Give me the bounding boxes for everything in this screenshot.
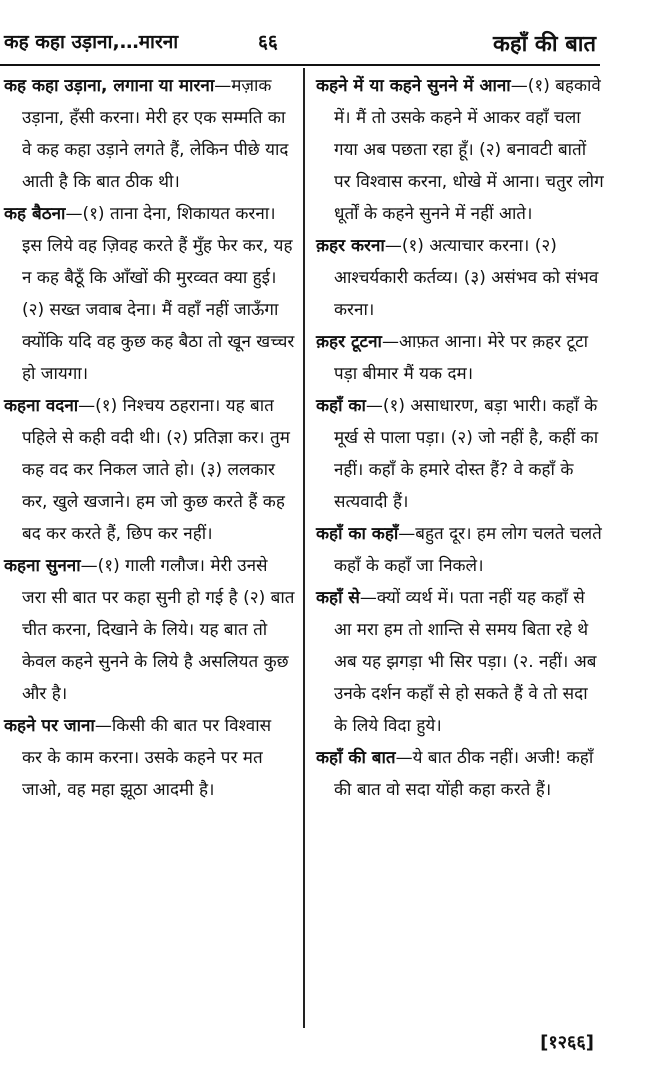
right-column: [316, 70, 606, 806]
dictionary-entry: [316, 390, 606, 518]
entry-headword: कहाँ की बात: [316, 748, 396, 768]
entry-headword: क़हर टूटना: [316, 332, 382, 352]
entry-headword: कह कहा उड़ाना, लगाना या मारना: [4, 76, 215, 96]
left-column: [4, 70, 296, 806]
entry-definition: —किसी की बात पर विश्वास कर के काम करना। उसके कहने पर मत जाओ, वह महा झूठा आदमी है।: [22, 716, 272, 800]
entry-headword: कहना वदना: [4, 396, 79, 416]
dictionary-entry: [4, 70, 296, 198]
dictionary-entry: [316, 326, 606, 390]
entry-definition: —(१) असाधारण, बड़ा भारी। कहाँ के मूर्ख से पाला पड़ा। (२) जो नहीं है, कहीं का नहीं। कहाँ के हमारे दोस्त हैं? वे कहाँ के सत्यवादी हैं।: [334, 396, 599, 512]
dictionary-entry: [316, 230, 606, 326]
entry-headword: कह बैठना: [4, 204, 66, 224]
entry-definition: —बहुत दूर। हम लोग चलते चलते कहाँ के कहाँ जा निकले।: [334, 524, 602, 576]
page-number: ६६: [258, 31, 278, 53]
entry-headword: कहाँ से: [316, 588, 360, 608]
entry-definition: —(१) अत्याचार करना। (२) आश्चर्यकारी कर्तव्य। (३) असंभव को संभव करना।: [334, 236, 599, 320]
dictionary-entry: [316, 742, 606, 806]
dictionary-entry: [316, 70, 606, 230]
entry-headword: कहने में या कहने सुनने में आना: [316, 76, 511, 96]
header-left-guideword: कह कहा उड़ाना,…मारना: [4, 31, 179, 53]
header-rule: [0, 64, 600, 66]
dictionary-entry: [316, 582, 606, 742]
page-header: [0, 28, 660, 64]
entry-definition: —(१) निश्चय ठहराना। यह बात पहिले से कही वदी थी। (२) प्रतिज्ञा कर। तुम कह वद कर निकल जाते हो। (३) ललकार कर, खुले खजाने। हम जो कुछ करते हैं कह बद कर करते हैं, छिप कर नहीं।: [22, 396, 290, 544]
column-divider: [303, 68, 305, 1028]
entry-headword: कहने पर जाना: [4, 716, 95, 736]
entry-definition: —(१) ताना देना, शिकायत करना। इस लिये वह ज़िवह करते हैं मुँह फेर कर, यह न कह बैठूँ कि आँखों की मुरव्वत क्या हुई। (२) सख्त जवाब देना। मैं वहाँ नहीं जाऊँगा क्योंकि यदि वह कुछ कह बैठा तो खून खच्चर हो जायगा।: [22, 204, 295, 384]
footer-page-marker: [१२६६]: [540, 1032, 594, 1053]
entry-definition: —आफ़त आना। मेरे पर क़हर टूटा पड़ा बीमार मैं यक दम।: [334, 332, 589, 384]
dictionary-entry: [4, 710, 296, 806]
entry-definition: —(१) गाली गलौज। मेरी उनसे जरा सी बात पर कहा सुनी हो गई है (२) बात चीत करना, दिखाने के लिये। यह बात तो केवल कहने सुनने के लिये है असलियत कुछ और है।: [22, 556, 295, 704]
entry-headword: कहाँ का: [316, 396, 366, 416]
dictionary-entry: [4, 550, 296, 710]
dictionary-entry: [4, 198, 296, 390]
entry-headword: कहना सुनना: [4, 556, 81, 576]
entry-definition: —(१) बहकावे में। मैं तो उसके कहने में आकर वहाँ चला गया अब पछता रहा हूँ। (२) बनावटी बातों पर विश्वास करना, धोखे में आना। चतुर लोग धूर्तों के कहने सुनने में नहीं आते।: [334, 76, 604, 224]
entry-headword: कहाँ का कहाँ: [316, 524, 399, 544]
entry-headword: क़हर करना: [316, 236, 385, 256]
header-right-guideword: कहाँ की बात: [493, 32, 596, 57]
entry-definition: —मज़ाक उड़ाना, हँसी करना। मेरी हर एक सम्मति का वे कह कहा उड़ाने लगते हैं, लेकिन पीछे याद आती है कि बात ठीक थी।: [22, 76, 289, 192]
entry-definition: —क्यों व्यर्थ में। पता नहीं यह कहाँ से आ मरा हम तो शान्ति से समय बिता रहे थे अब यह झगड़ा भी सिर पड़ा। (२. नहीं। अब उनके दर्शन कहाँ से हो सकते हैं वे तो सदा के लिये विदा हुये।: [334, 588, 597, 736]
dictionary-entry: [4, 390, 296, 550]
entry-definition: —ये बात ठीक नहीं। अजी! कहाँ की बात वो सदा योंही कहा करते हैं।: [334, 748, 594, 800]
dictionary-entry: [316, 518, 606, 582]
